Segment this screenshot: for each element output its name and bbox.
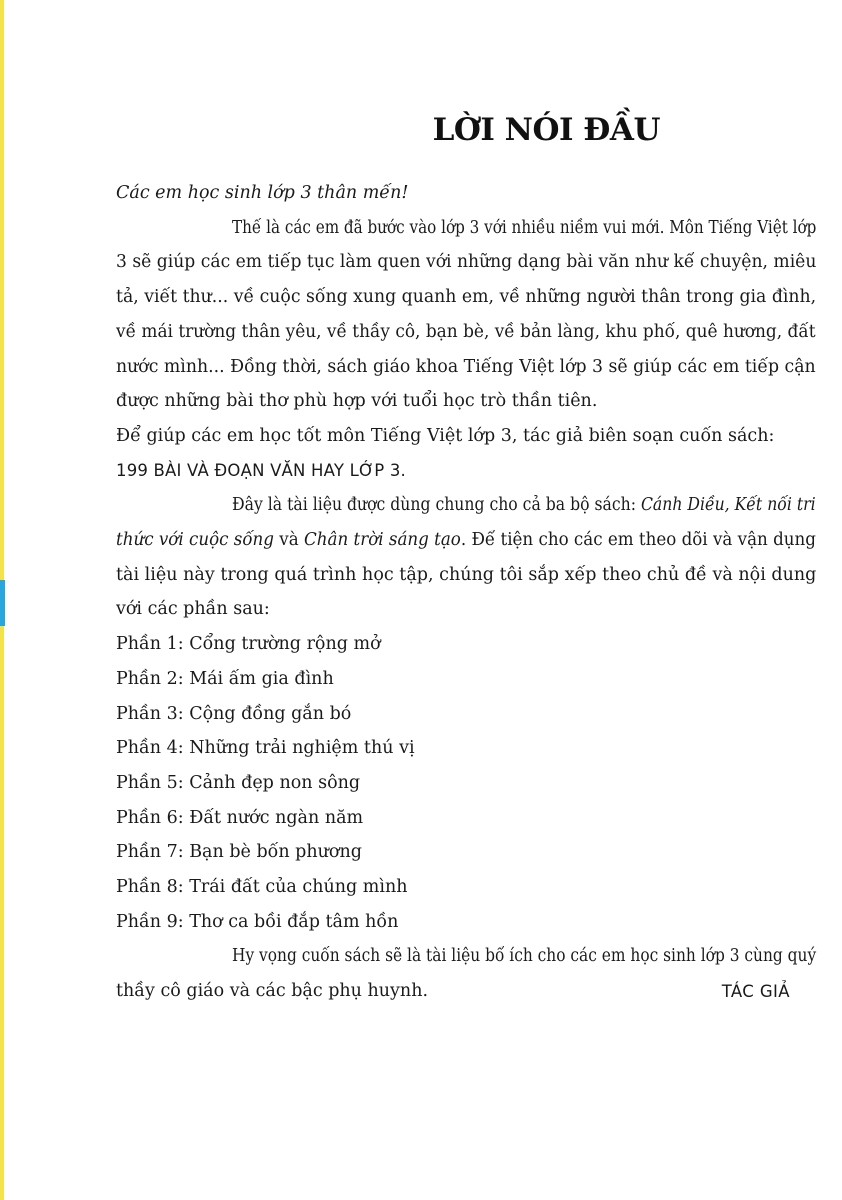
author-signature: TÁC GIẢ bbox=[721, 982, 790, 1001]
closing-line: Hy vọng cuốn sách sẽ là tài liệu bổ ích cho các em học sinh lớp 3 cùng quý bbox=[232, 946, 817, 967]
closing-line: thầy cô giáo và các bậc phụ huynh. bbox=[116, 981, 429, 1002]
intro-line: được những bài thơ phù hợp với tuổi học trò thần tiên. bbox=[116, 391, 598, 412]
part-item: Phần 3: Cộng đồng gắn bó bbox=[116, 703, 352, 724]
part-item: Phần 6: Đất nước ngàn năm bbox=[116, 807, 364, 828]
series-line-1 bbox=[25, 488, 842, 523]
intro-paragraph bbox=[0, 211, 816, 419]
closing-paragraph bbox=[0, 939, 816, 1008]
intro-line: về mái trường thân yêu, về thầy cô, bạn bè, về bản làng, khu phố, quê hương, đất bbox=[116, 321, 816, 342]
series-paragraph bbox=[0, 488, 816, 627]
series-book-name: thức với cuộc sống bbox=[116, 530, 274, 551]
preface-body bbox=[116, 176, 816, 1009]
intro-line: tả, viết thư... về cuộc sống xung quanh em, về những người thân trong gia đình, bbox=[116, 287, 817, 308]
greeting: Các em học sinh lớp 3 thân mến! bbox=[116, 183, 409, 203]
part-item: Phần 7: Bạn bè bốn phương bbox=[116, 842, 362, 863]
series-line-2 bbox=[5, 523, 816, 558]
series-text: và bbox=[273, 530, 304, 551]
compile-line: Để giúp các em học tốt môn Tiếng Việt lớp 3, tác giả biên soạn cuốn sách: bbox=[116, 425, 775, 446]
series-line-4: với các phần sau: bbox=[116, 599, 270, 620]
series-book-name: Chân trời sáng tạo bbox=[303, 530, 461, 551]
part-item: Phần 1: Cổng trường rộng mở bbox=[116, 634, 381, 655]
part-item: Phần 9: Thơ ca bồi đắp tâm hồn bbox=[116, 911, 399, 932]
series-text: . Để tiện cho các em theo dõi và vận dụng bbox=[460, 530, 816, 551]
series-text: Đây là tài liệu được dùng chung cho cả ba bộ sách: bbox=[232, 495, 641, 516]
series-line-3: tài liệu này trong quá trình học tập, chúng tôi sắp xếp theo chủ đề và nội dung bbox=[116, 564, 817, 585]
parts-list bbox=[116, 627, 816, 939]
part-item: Phần 2: Mái ấm gia đình bbox=[116, 668, 334, 689]
intro-line: Thế là các em đã bước vào lớp 3 với nhiều niềm vui mới. Môn Tiếng Việt lớp bbox=[232, 217, 817, 238]
part-item: Phần 5: Cảnh đẹp non sông bbox=[116, 772, 361, 793]
intro-line: 3 sẽ giúp các em tiếp tục làm quen với những dạng bài văn như kể chuyện, miêu bbox=[116, 252, 817, 273]
part-item: Phần 4: Những trải nghiệm thú vị bbox=[116, 738, 415, 759]
book-title: 199 BÀI VÀ ĐOẠN VĂN HAY LỚP 3. bbox=[116, 460, 406, 480]
page-title: LỜI NÓI ĐẦU bbox=[432, 112, 660, 148]
intro-line: nước mình... Đồng thời, sách giáo khoa Tiếng Việt lớp 3 sẽ giúp các em tiếp cận bbox=[116, 356, 816, 377]
part-item: Phần 8: Trái đất của chúng mình bbox=[116, 877, 408, 898]
series-book-names: Cánh Diều, Kết nối tri bbox=[640, 495, 816, 516]
